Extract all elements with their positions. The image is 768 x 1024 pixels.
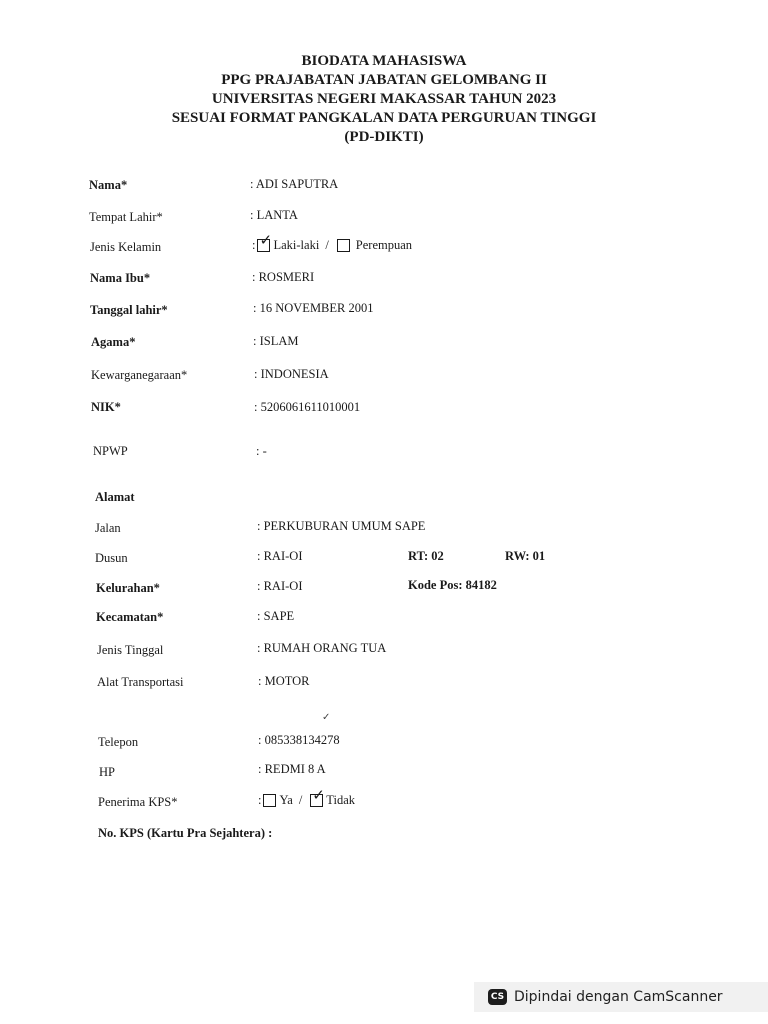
npwp-value: : -: [256, 444, 267, 458]
hp-label: HP: [99, 765, 115, 779]
jalan-label: Jalan: [95, 521, 121, 535]
dusun-label: Dusun: [95, 551, 128, 565]
kode-pos-value: Kode Pos: 84182: [408, 578, 497, 592]
rw-value: RW: 01: [505, 549, 546, 563]
kewarganegaraan-label: Kewarganegaraan*: [91, 368, 188, 382]
nama-label: Nama*: [89, 178, 128, 192]
kps-prefix: :: [258, 793, 262, 807]
checkmark-icon: ✓: [259, 233, 273, 249]
agama-label: Agama*: [91, 335, 136, 349]
kecamatan-label: Kecamatan*: [96, 610, 164, 624]
header-line-1: BIODATA MAHASISWA: [301, 53, 467, 69]
checkmark-icon: ✓: [312, 788, 325, 804]
tanggal-lahir-value: : 16 NOVEMBER 2001: [253, 301, 374, 315]
npwp-label: NPWP: [93, 444, 128, 458]
telepon-label: Telepon: [98, 735, 139, 749]
perempuan-option-label: Perempuan: [355, 238, 413, 252]
kewarganegaraan-value: : INDONESIA: [254, 367, 329, 381]
no-kps-label: No. KPS (Kartu Pra Sejahtera) :: [98, 826, 273, 840]
alat-transportasi-label: Alat Transportasi: [97, 675, 184, 689]
header-line-4: SESUAI FORMAT PANGKALAN DATA PERGURUAN TINGGI: [171, 110, 597, 126]
header-line-2: PPG PRAJABATAN JABATAN GELOMBANG II: [221, 72, 547, 88]
telepon-value: : 085338134278: [258, 733, 340, 747]
penerima-kps-value: [258, 788, 356, 808]
header-line-5: (PD-DIKTI): [344, 129, 424, 145]
tanggal-lahir-label: Tanggal lahir*: [90, 303, 168, 317]
alat-transportasi-value: : MOTOR: [258, 674, 310, 688]
pen-mark-icon: ✓: [322, 712, 331, 723]
jenis-tinggal-value: : RUMAH ORANG TUA: [257, 641, 387, 655]
jenis-tinggal-label: Jenis Tinggal: [97, 643, 164, 657]
alamat-heading: Alamat: [95, 490, 135, 504]
jalan-value: : PERKUBURAN UMUM SAPE: [257, 519, 426, 533]
jenis-kelamin-separator: /: [325, 238, 329, 252]
ya-checkbox[interactable]: [263, 794, 276, 807]
tidak-option-label: Tidak: [326, 793, 356, 807]
jenis-kelamin-label: Jenis Kelamin: [90, 240, 162, 254]
document-header: [0, 52, 768, 147]
header-line-3: UNIVERSITAS NEGERI MAKASSAR TAHUN 2023: [211, 91, 557, 107]
kelurahan-label: Kelurahan*: [96, 581, 160, 595]
camscanner-watermark: [474, 982, 768, 1012]
dusun-value: : RAI-OI: [257, 549, 303, 563]
nik-value: : 5206061611010001: [254, 400, 361, 414]
laki-laki-checkbox[interactable]: [257, 233, 273, 252]
kelurahan-value: : RAI-OI: [257, 579, 303, 593]
camscanner-logo-icon: CS: [488, 989, 507, 1005]
rt-value: RT: 02: [408, 549, 444, 563]
ya-option-label: Ya: [279, 793, 293, 807]
agama-value: : ISLAM: [253, 334, 299, 348]
nama-value: : ADI SAPUTRA: [250, 177, 339, 191]
tempat-lahir-value: : LANTA: [250, 208, 298, 222]
perempuan-checkbox[interactable]: [337, 239, 350, 252]
jenis-kelamin-prefix: :: [252, 238, 256, 252]
kps-separator: /: [298, 793, 303, 807]
penerima-kps-label: Penerima KPS*: [98, 795, 178, 809]
nik-label: NIK*: [91, 400, 121, 414]
kecamatan-value: : SAPE: [257, 609, 295, 623]
jenis-kelamin-value: [252, 233, 413, 253]
hp-value: : REDMI 8 A: [258, 762, 326, 776]
laki-laki-option-label: Laki-laki: [273, 238, 320, 252]
nama-ibu-value: : ROSMERI: [252, 270, 315, 284]
nama-ibu-label: Nama Ibu*: [90, 271, 151, 285]
camscanner-text: Dipindai dengan CamScanner: [514, 989, 723, 1005]
tempat-lahir-label: Tempat Lahir*: [89, 210, 163, 224]
tidak-checkbox[interactable]: [310, 788, 325, 807]
